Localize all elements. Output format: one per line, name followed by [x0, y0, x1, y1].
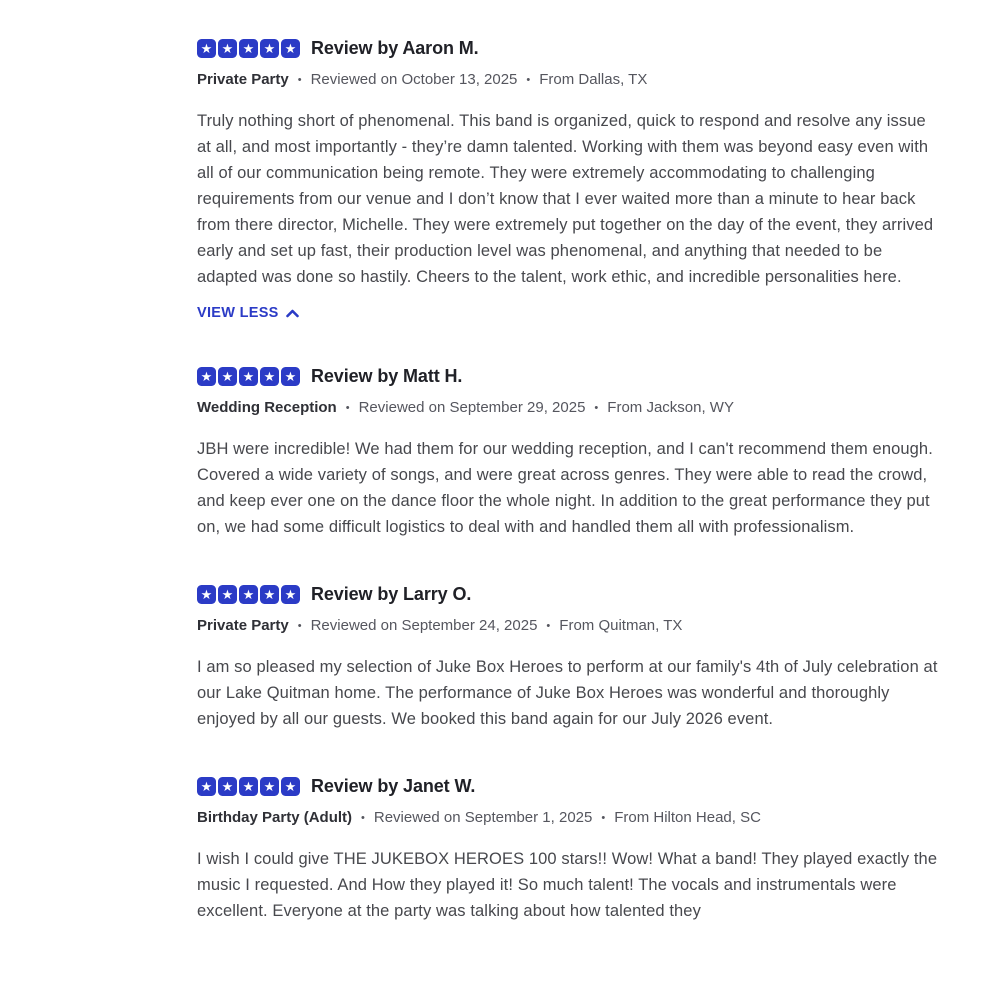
review-body: Truly nothing short of phenomenal. This band is organized, quick to respond and resolve any issue at all, and most importantly - they’re damn talented. Working with them was beyond easy even with all of our communication being remote. They were extremely accommodating to challenging requirements from our venue and I don’t know that I ever waited more than a minute to hear back from there director, Michelle. They were extremely put together on the day of the event, they arrived early and set up fast, their production level was phenomenal, and anything that needed to be adapted was done so hastily. Cheers to the talent, work ethic, and incredible personalities here.: [197, 112, 934, 286]
star-rating: [197, 367, 300, 386]
star-icon: ★: [239, 367, 258, 386]
review-date: Reviewed on September 24, 2025: [310, 617, 538, 634]
event-type: Birthday Party (Adult): [197, 809, 353, 826]
star-icon: ★: [281, 777, 300, 796]
star-icon: ★: [260, 777, 279, 796]
star-icon: ★: [197, 585, 216, 604]
event-type: Private Party: [197, 617, 289, 634]
dot-separator: •: [297, 73, 302, 86]
review-card: [197, 776, 943, 924]
event-type: Private Party: [197, 71, 289, 88]
review-header: [197, 366, 943, 387]
review-card: [197, 584, 943, 732]
review-title: Review by Larry O.: [311, 584, 472, 604]
star-icon: ★: [218, 585, 237, 604]
star-icon: ★: [281, 585, 300, 604]
star-rating: [197, 39, 300, 58]
review-body: I wish I could give THE JUKEBOX HEROES 100 stars!! Wow! What a band! They played exactly the music I requested. And How they played it! So much talent! The vocals and instrumentals were excellent. Everyone at the party was talking about how talented they: [197, 850, 938, 920]
star-icon: ★: [218, 39, 237, 58]
review-card: [197, 38, 943, 322]
star-icon: ★: [281, 367, 300, 386]
review-meta: [197, 71, 943, 88]
chevron-up-icon: [286, 309, 299, 318]
star-icon: ★: [239, 777, 258, 796]
review-title: Review by Janet W.: [311, 776, 476, 796]
star-icon: ★: [260, 585, 279, 604]
dot-separator: •: [526, 73, 531, 86]
dot-separator: •: [297, 619, 302, 632]
review-meta: [197, 809, 943, 826]
star-icon: ★: [197, 39, 216, 58]
review-body: JBH were incredible! We had them for our wedding reception, and I can't recommend them enough. Covered a wide variety of songs, and were great across genres. They were able to read the crowd, and keep ever one on the dance floor the whole night. In addition to the great performance they put on, we had some difficult logistics to deal with and handled them all with professionalism.: [197, 440, 933, 536]
review-title: Review by Aaron M.: [311, 38, 479, 58]
review-card: [197, 366, 943, 540]
review-header: [197, 584, 943, 605]
reviewer-location: From Quitman, TX: [559, 617, 683, 634]
review-date: Reviewed on September 1, 2025: [373, 809, 593, 826]
review-header: [197, 38, 943, 59]
dot-separator: •: [345, 401, 350, 414]
star-icon: ★: [260, 367, 279, 386]
reviewer-location: From Hilton Head, SC: [614, 809, 761, 826]
view-less-link[interactable]: [197, 305, 299, 321]
star-icon: ★: [260, 39, 279, 58]
review-header: [197, 776, 943, 797]
star-rating: [197, 777, 300, 796]
star-icon: ★: [197, 777, 216, 796]
reviewer-location: From Dallas, TX: [539, 71, 648, 88]
dot-separator: •: [546, 619, 551, 632]
star-icon: ★: [197, 367, 216, 386]
review-title: Review by Matt H.: [311, 366, 463, 386]
star-icon: ★: [281, 39, 300, 58]
star-icon: ★: [239, 39, 258, 58]
review-meta: [197, 399, 943, 416]
star-icon: ★: [218, 777, 237, 796]
dot-separator: •: [601, 811, 606, 824]
view-less-label: VIEW LESS: [197, 305, 279, 321]
event-type: Wedding Reception: [197, 399, 337, 416]
star-icon: ★: [218, 367, 237, 386]
review-body: I am so pleased my selection of Juke Box Heroes to perform at our family's 4th of July celebration at our Lake Quitman home. The performance of Juke Box Heroes was wonderful and thoroughly enjoyed by all our guests. We booked this band again for our July 2026 event.: [197, 658, 938, 728]
dot-separator: •: [594, 401, 599, 414]
star-rating: [197, 585, 300, 604]
review-meta: [197, 617, 943, 634]
star-icon: ★: [239, 585, 258, 604]
review-date: Reviewed on October 13, 2025: [310, 71, 518, 88]
review-date: Reviewed on September 29, 2025: [358, 399, 586, 416]
dot-separator: •: [361, 811, 365, 824]
reviewer-location: From Jackson, WY: [607, 399, 734, 416]
